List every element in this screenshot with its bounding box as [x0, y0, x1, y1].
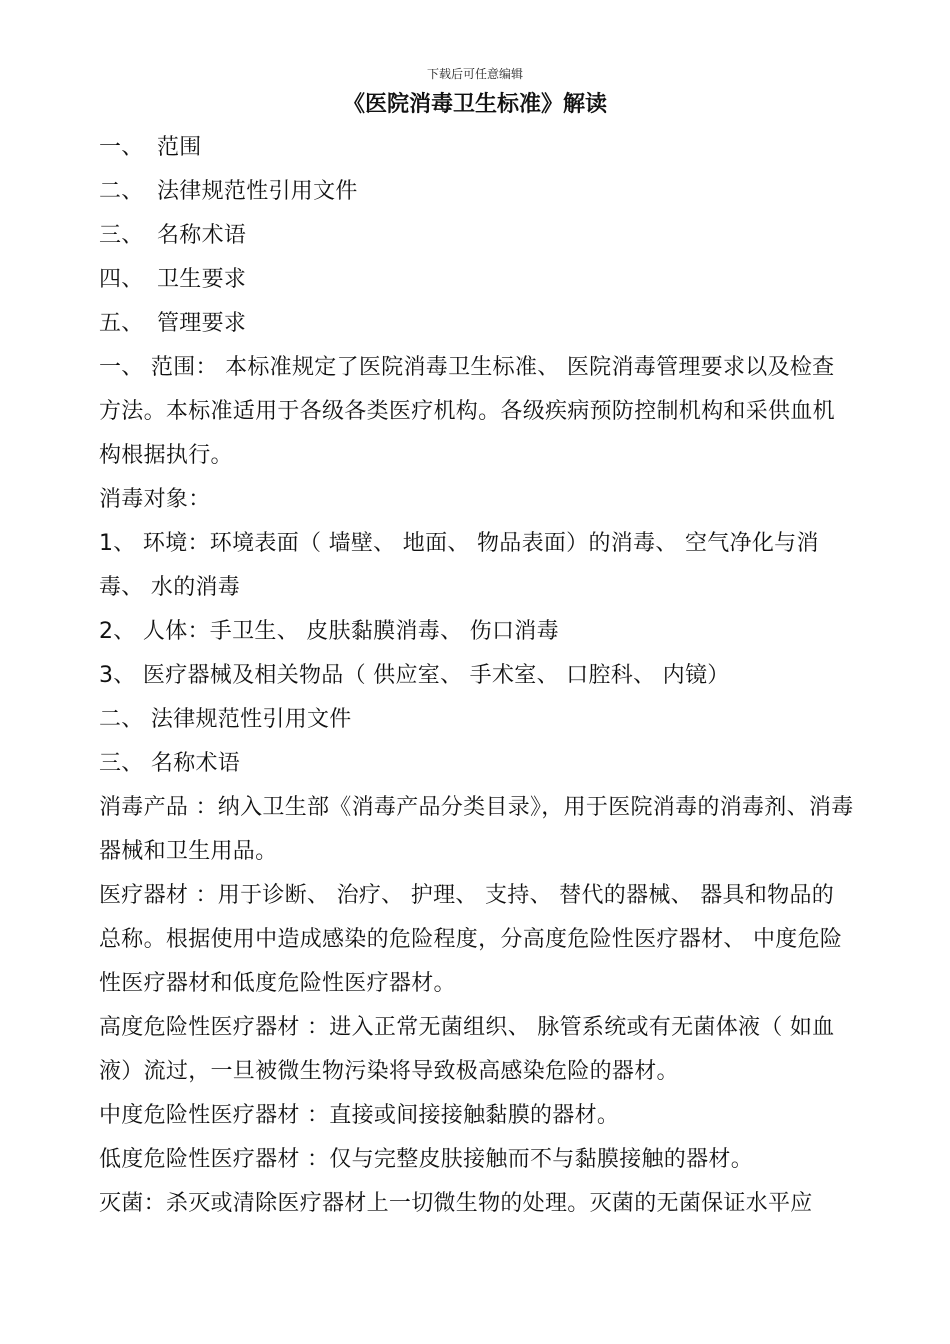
paragraph-disinfection-objects-heading: 消毒对象：	[99, 487, 211, 512]
paragraph-object-medical-devices: 3、 医疗器械及相关物品（ 供应室、 手术室、 口腔科、 内镜）	[99, 663, 730, 688]
section-heading-references: 二、 法律规范性引用文件	[99, 707, 352, 732]
header-note: 下载后可任意编辑	[426, 67, 523, 81]
paragraph-term-medium-risk-devices: 中度危险性医疗器材 ：直接或间接接触黏膜的器材。	[99, 1103, 620, 1128]
paragraph-object-environment: 1、 环境：环境表面（ 墙壁、 地面、 物品表面）的消毒、 空气净化与消毒、 水的消毒	[99, 531, 819, 600]
toc-item	[99, 170, 855, 214]
toc-item-number: 三、	[99, 223, 144, 248]
toc-item-text: 范围	[157, 135, 202, 160]
paragraph-term-high-risk-devices: 高度危险性医疗器材 ：进入正常无菌组织、 脉管系统或有无菌体液（ 如血液）流过，一旦被微生物污染将导致极高感染危险的器材。	[99, 1015, 835, 1084]
paragraph-term-sterilization: 灭菌：杀灭或清除医疗器材上一切微生物的处理。灭菌的无菌保证水平应	[99, 1191, 813, 1216]
section-heading-terms: 三、 名称术语	[99, 751, 241, 776]
toc-item-number: 四、	[99, 267, 144, 292]
toc-item	[99, 258, 855, 302]
paragraph-object-human-body: 2、 人体：手卫生、 皮肤黏膜消毒、 伤口消毒	[99, 619, 559, 644]
table-of-contents	[99, 126, 855, 346]
toc-item	[99, 126, 855, 170]
toc-item-text: 名称术语	[157, 223, 247, 248]
toc-item-number: 五、	[99, 311, 144, 336]
paragraph-term-medical-devices: 医疗器材 ：用于诊断、 治疗、 护理、 支持、 替代的器械、 器具和物品的总称。根据使用中造成感染的危险程度，分高度危险性医疗器材、 中度危险性医疗器材和低度危险性医疗器材。	[99, 883, 843, 996]
paragraph-scope: 一、 范围： 本标准规定了医院消毒卫生标准、 医院消毒管理要求以及检查方法。本标准适用于各级各类医疗机构。各级疾病预防控制机构和采供血机构根据执行。	[99, 355, 835, 468]
toc-item-number: 二、	[99, 179, 144, 204]
document-title: 《医院消毒卫生标准》解读	[342, 92, 607, 117]
paragraph-term-disinfection-products: 消毒产品 ：纳入卫生部《消毒产品分类目录》，用于医院消毒的消毒剂、消毒器械和卫生用品。	[99, 795, 854, 864]
toc-item-text: 卫生要求	[157, 267, 247, 292]
toc-item-text: 法律规范性引用文件	[157, 179, 358, 204]
toc-item-number: 一、	[99, 135, 144, 160]
paragraph-term-low-risk-devices: 低度危险性医疗器材 ：仅与完整皮肤接触而不与黏膜接触的器材。	[99, 1147, 753, 1172]
toc-item-text: 管理要求	[157, 311, 247, 336]
toc-item	[99, 302, 855, 346]
toc-item	[99, 214, 855, 258]
document-body	[99, 126, 855, 1226]
